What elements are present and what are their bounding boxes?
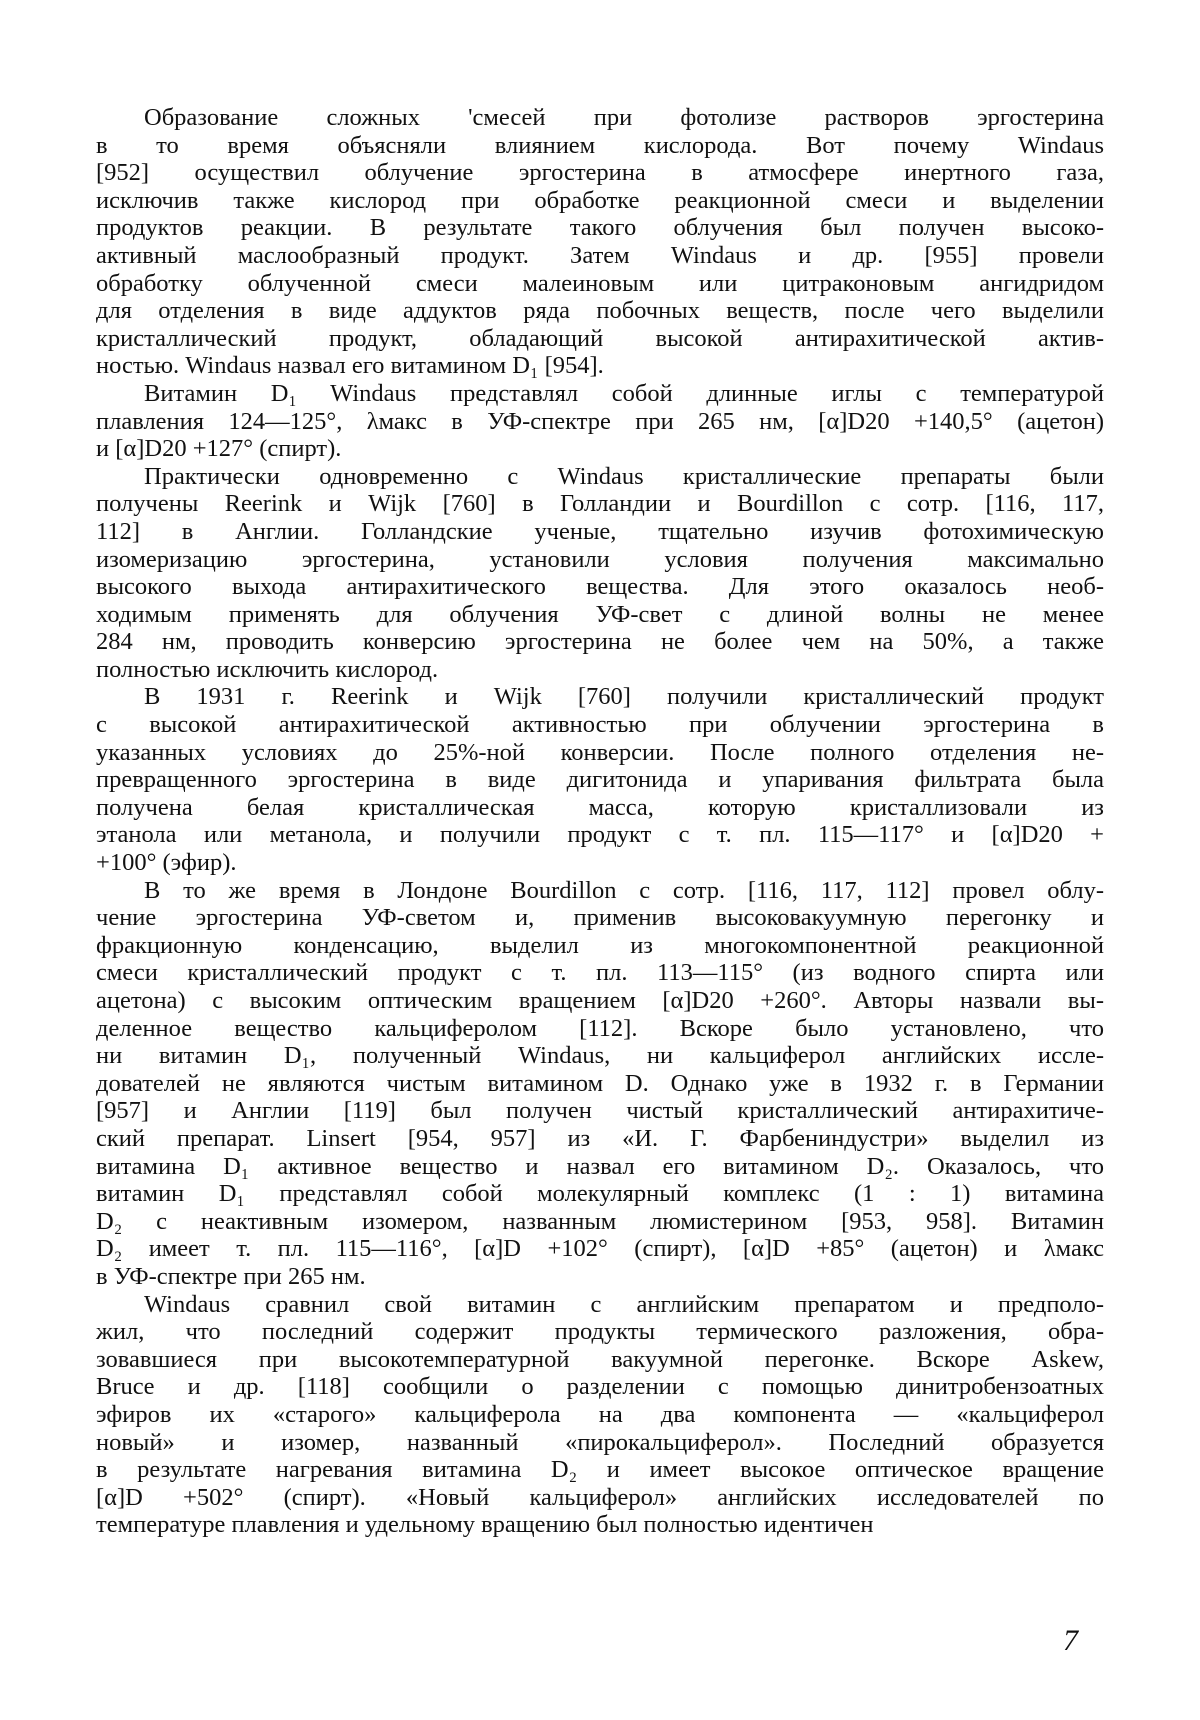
text-line: D₂ с неактивным изомером, названным люмистерином [953, 958]. Витамин <box>96 1207 1104 1235</box>
page-number: 7 <box>1063 1624 1078 1657</box>
text-line: 284 нм, проводить конверсию эргостерина не более чем на 50%, а также <box>96 628 1104 656</box>
text-line: [957] и Англии [119] был получен чистый кристаллический антирахитиче- <box>96 1097 1104 1125</box>
text-line: ходимым применять для облучения УФ-свет с длиной волны не менее <box>96 600 1104 628</box>
text-line: [952] осуществил облучение эргостерина в атмосфере инертного газа, <box>96 159 1104 187</box>
text-line: В 1931 г. Reerink и Wijk [760] получили кристаллический продукт <box>144 683 1104 711</box>
body-text <box>96 104 1104 1539</box>
paragraph <box>96 463 1104 684</box>
text-line: деленное вещество кальциферолом [112]. Вскоре было установлено, что <box>96 1014 1104 1042</box>
text-line: получена белая кристаллическая масса, которую кристаллизовали из <box>96 793 1104 821</box>
text-line: в результате нагревания витамина D₂ и имеет высокое оптическое вращение <box>96 1456 1104 1484</box>
text-line: дователей не являются чистым витамином D. Однако уже в 1932 г. в Германии <box>96 1069 1104 1097</box>
text-line: полностью исключить кислород. <box>96 655 439 683</box>
text-line: эфиров их «старого» кальциферола на два компонента — «кальциферол <box>96 1400 1104 1428</box>
text-line: D₂ имеет т. пл. 115—116°, [α]D +102° (спирт), [α]D +85° (ацетон) и λмакс <box>96 1235 1104 1263</box>
text-line: этанола или метанола, и получили продукт с т. пл. 115—117° и [α]D20 + <box>96 821 1104 849</box>
text-line: Витамин D₁ Windaus представлял собой длинные иглы с температурой <box>144 379 1104 407</box>
text-line: в УФ-спектре при 265 нм. <box>96 1262 366 1290</box>
text-line: кристаллический продукт, обладающий высокой антирахитической актив- <box>96 324 1104 352</box>
text-line: продуктов реакции. В результате такого облучения был получен высоко- <box>96 214 1104 242</box>
text-line: указанных условиях до 25%-ной конверсии. После полного отделения не- <box>96 738 1104 766</box>
text-line: и [α]D20 +127° (спирт). <box>96 435 342 463</box>
text-line: плавления 124—125°, λмакс в УФ-спектре при 265 нм, [α]D20 +140,5° (ацетон) <box>96 407 1104 435</box>
text-line: высокого выхода антирахитического вещества. Для этого оказалось необ- <box>96 573 1104 601</box>
text-line: ацетона) с высоким оптическим вращением [α]D20 +260°. Авторы назвали вы- <box>96 987 1104 1014</box>
text-line: жил, что последний содержит продукты термического разложения, обра- <box>96 1318 1104 1346</box>
text-line: 112] в Англии. Голландские ученые, тщательно изучив фотохимическую <box>96 517 1104 545</box>
text-line: получены Reerink и Wijk [760] в Голландии и Bourdillon с сотр. [116, 117, <box>96 490 1104 518</box>
paragraph <box>96 683 1104 876</box>
text-line: +100° (эфир). <box>96 849 237 877</box>
text-line: ский препарат. Linsert [954, 957] из «И. Г. Фарбениндустри» выделил из <box>96 1124 1104 1152</box>
text-line: Практически одновременно с Windaus кристаллические препараты были <box>144 462 1104 490</box>
text-line: исключив также кислород при обработке реакционной смеси и выделении <box>96 186 1104 214</box>
text-line: в то время объясняли влиянием кислорода. Вот почему Windaus <box>96 131 1104 159</box>
paragraph <box>96 877 1104 1291</box>
text-line: новый» и изомер, названный «пирокальциферол». Последний образуется <box>96 1428 1104 1456</box>
paragraph <box>96 1291 1104 1539</box>
text-line: для отделения в виде аддуктов ряда побочных веществ, после чего выделили <box>96 297 1104 325</box>
text-line: ни витамин D₁, полученный Windaus, ни кальциферол английских иссле- <box>96 1042 1104 1070</box>
text-line: В то же время в Лондоне Bourdillon с сотр. [116, 117, 112] провел облу- <box>144 876 1104 904</box>
text-line: с высокой антирахитической активностью при облучении эргостерина в <box>96 711 1104 739</box>
text-line: Образование сложных 'смесей при фотолизе растворов эргостерина <box>144 104 1104 131</box>
text-line: активный маслообразный продукт. Затем Windaus и др. [955] провели <box>96 241 1104 269</box>
paragraph <box>96 104 1104 380</box>
text-line: Bruce и др. [118] сообщили о разделении с помощью динитробензоатных <box>96 1373 1104 1401</box>
text-line: температуре плавления и удельному вращению был полностью идентичен <box>96 1511 874 1539</box>
text-line: обработку облученной смеси малеиновым или цитраконовым ангидридом <box>96 269 1104 297</box>
text-line: Windaus сравнил свой витамин с английским препаратом и предполо- <box>144 1290 1104 1318</box>
text-line: [α]D +502° (спирт). «Новый кальциферол» английских исследователей по <box>96 1483 1104 1511</box>
text-line: смеси кристаллический продукт с т. пл. 113—115° (из водного спирта или <box>96 959 1104 987</box>
text-line: зовавшиеся при высокотемпературной вакуумной перегонке. Вскоре Askew, <box>96 1345 1104 1373</box>
text-line: ностью. Windaus назвал его витамином D₁ [954]. <box>96 352 604 380</box>
text-line: превращенного эргостерина в виде дигитонида и упаривания фильтрата была <box>96 766 1104 794</box>
text-line: фракционную конденсацию, выделил из многокомпонентной реакционной <box>96 931 1104 959</box>
text-line: изомеризацию эргостерина, установили условия получения максимально <box>96 545 1104 573</box>
paragraph <box>96 380 1104 463</box>
text-line: чение эргостерина УФ-светом и, применив высоковакуумную перегонку и <box>96 904 1104 932</box>
text-line: витамин D₁ представлял собой молекулярный комплекс (1 : 1) витамина <box>96 1180 1104 1208</box>
text-line: витамина D₁ активное вещество и назвал его витамином D₂. Оказалось, что <box>96 1152 1104 1180</box>
